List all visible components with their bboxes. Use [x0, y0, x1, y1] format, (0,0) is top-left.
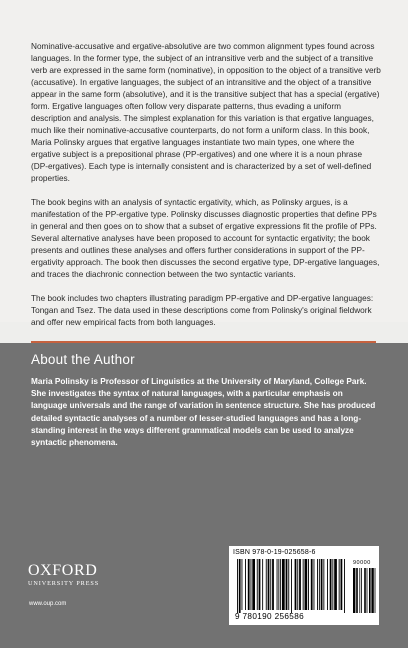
barcode-bar	[282, 559, 285, 610]
barcode-bar	[339, 559, 340, 610]
barcode-bar	[251, 559, 252, 610]
barcode-bar	[330, 559, 332, 610]
barcode-area	[229, 546, 379, 625]
description-paragraph-3: The book includes two chapters illustrating paradigm PP-ergative and DP-ergative languages: Tongan and Tsez. The data used in these descriptions come from Polinsky's original fieldwork and offer new empirical facts from both languages.	[31, 294, 374, 327]
publisher-subtitle: UNIVERSITY PRESS	[28, 580, 100, 587]
addon-bar	[364, 568, 366, 613]
addon-bar	[371, 568, 373, 613]
author-bio-text: is Professor of Linguistics at the University of Maryland, College Park. She investigates the syntax of natural languages, with a particular emphasis on language universals and the range of variation in sentence structure. She has produced detailed syntactic analyses of a number of lesser-studied languages and has a long-standing interest in the ways different grammatical models can be used to analyze syntactic phenomena.	[31, 377, 376, 448]
publisher-name: OXFORD	[28, 562, 98, 579]
barcode-bar	[344, 559, 345, 613]
description-paragraph-1: Nominative-accusative and ergative-absolutive are two common alignment types found across languages. In the former type, the subject of an intransitive verb and the subject of a transitive verb are expressed in the same form (nominative), in opposition to the object of a transitive verb (accusative). In ergative languages, the subject of an intransitive and the object of a transitive appear in the same form (absolutive), and it is the transitive subject that has a special (ergative) form. Ergative languages often follow very disparate patterns, thus evading a uniform description and analysis. The simplest explanation for this variation is that ergative languages, much like their nominative-accusative counterparts, do not form a uniform class. In this book, Maria Polinsky argues that ergative languages instantiate two main types, one where the ergative subject is a prepositional phrase (PP-ergatives) and one where it is a noun phrase (DP-ergatives). Each type is internally consistent and is characterized by a set of well-defined properties.	[31, 42, 381, 183]
addon-bar	[356, 568, 358, 613]
barcode-bar	[332, 559, 333, 610]
barcode-bar	[239, 559, 241, 613]
barcode-bar	[295, 559, 297, 610]
barcode-bar	[248, 559, 250, 610]
barcode-bar	[252, 559, 255, 610]
barcode-digits: 9 780190 256586	[235, 612, 304, 621]
barcode-bar	[257, 559, 258, 610]
barcode-bar	[278, 559, 279, 610]
author-bio	[31, 376, 381, 449]
barcode-bar	[259, 559, 261, 610]
barcode-bar	[308, 559, 309, 610]
addon-digits: 90000	[353, 560, 371, 566]
addon-bar	[367, 568, 368, 613]
book-description	[31, 41, 381, 341]
barcode-bar	[272, 559, 274, 610]
about-author-heading: About the Author	[31, 352, 135, 367]
barcode-bar	[323, 559, 324, 610]
barcode-bar	[327, 559, 328, 610]
barcode-bar	[321, 559, 323, 610]
barcode-bar	[311, 559, 313, 610]
addon-bar	[361, 568, 362, 613]
isbn-label: ISBN 978-0-19-025658-6	[233, 549, 316, 556]
barcode-bar	[334, 559, 337, 610]
barcode-bar	[280, 559, 281, 610]
addon-bar	[353, 568, 355, 613]
barcode-bar	[242, 559, 243, 610]
barcode-bar	[288, 559, 289, 610]
barcode-bar	[305, 559, 308, 610]
publisher-website: www.oup.com	[29, 601, 67, 607]
author-name: Maria Polinsky	[31, 377, 89, 386]
barcode-bar	[299, 559, 301, 610]
addon-bar	[359, 568, 360, 613]
barcode-bar	[317, 559, 318, 610]
barcode-bar	[262, 559, 263, 610]
description-paragraph-2: The book begins with an analysis of syntactic ergativity, which, as Polinsky argues, is a manifestation of the PP-ergative type. Polinsky discusses diagnostic properties that define PPs in general and then goes on to show that a subset of ergative expressions fit the profile of PPs. Several alternative analyses have been proposed to account for syntactic ergativity; the book presents and outlines these analyses and offers further considerations in support of the PP-ergativity approach. The book then discusses the second ergative type, DP-ergative languages, and traces the diachronic connection between the two syntactic variants.	[31, 198, 380, 279]
barcode-bar	[341, 559, 343, 610]
barcode-bar	[245, 559, 246, 610]
barcode-bar	[314, 559, 315, 610]
barcode-bar	[297, 559, 298, 610]
barcode-bar	[286, 559, 288, 610]
publisher-logo	[28, 562, 99, 588]
barcode-bar	[277, 559, 278, 610]
barcode-bar	[266, 559, 267, 610]
barcode-bar	[303, 559, 304, 610]
addon-bar	[369, 568, 371, 613]
barcode-bar	[268, 559, 270, 610]
addon-bar	[375, 568, 376, 613]
barcode-bar	[237, 559, 238, 613]
barcode-bar	[291, 559, 292, 613]
barcode-bar	[319, 559, 320, 610]
barcode-bar	[270, 559, 271, 610]
